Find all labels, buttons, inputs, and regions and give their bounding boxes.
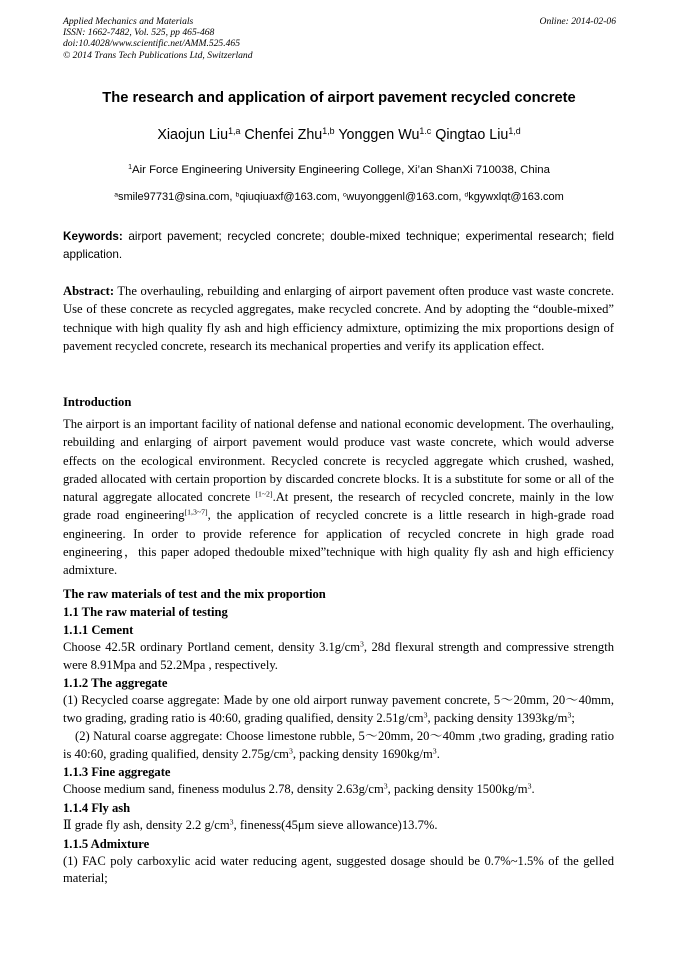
- author-affil-sup: 1,a: [228, 126, 241, 137]
- subsection-heading: 1.1 The raw material of testing: [63, 605, 228, 619]
- unit-sup: 3: [432, 746, 437, 756]
- affiliation-sup: 1: [128, 164, 132, 172]
- section-heading: The raw materials of test and the mix proportion: [63, 587, 326, 601]
- unit-sup: 3: [383, 781, 388, 791]
- email-sup: b: [235, 191, 240, 199]
- author-affil-sup: 1.c: [419, 126, 432, 137]
- fly-ash-text: , fineness(45μm sieve allowance)13.7%.: [233, 817, 438, 832]
- fly-ash-text: Ⅱ grade fly ash, density 2.2 g/cm: [63, 817, 230, 832]
- copyright-line: © 2014 Trans Tech Publications Ltd, Switzerland: [63, 49, 253, 61]
- keywords-label: Keywords:: [63, 230, 123, 243]
- fine-aggregate-paragraph: [63, 781, 614, 799]
- citation: [1,3~7]: [184, 508, 208, 518]
- email-address: smile97731@sina.com,: [117, 191, 236, 203]
- introduction-paragraph: [63, 415, 614, 580]
- journal-name: Applied Mechanics and Materials: [63, 16, 194, 27]
- email-sup: d: [464, 191, 469, 199]
- subsubsection-heading: 1.1.3 Fine aggregate: [63, 765, 171, 780]
- journal-header: [63, 16, 253, 61]
- email-address: kgywxlqt@163.com: [468, 191, 564, 203]
- fine-text: Choose medium sand, fineness modulus 2.78, density 2.63g/cm: [63, 782, 384, 797]
- email-sup: a: [114, 191, 118, 199]
- subsubsection-heading: 1.1.2 The aggregate: [63, 676, 168, 691]
- unit-sup: 3: [229, 817, 234, 827]
- issn-line: ISSN: 1662-7482, Vol. 525, pp 465-468: [63, 27, 215, 39]
- unit-sup: 3: [527, 781, 532, 791]
- paper-title: The research and application of airport pavement recycled concrete: [102, 90, 576, 106]
- introduction-body: [63, 415, 614, 580]
- affiliation-text: Air Force Engineering University Engineering College, Xi’an ShanXi 710038, China: [132, 164, 550, 176]
- intro-text: The airport is an important facility of national defense and national economic development. The overhauling, rebuilding and enlarging of airport pavement would produce vast waste concrete, which would adverse effects on the ecological environment. Recycled concrete is recycled aggregate which crushed, washed, graded allocated with certain proportion by discarded concrete blocks. It is a substitute for some or all of the natural aggregate allocated concrete: [63, 417, 614, 505]
- author-name: Yonggen Wu: [338, 127, 420, 143]
- unit-sup: 3: [423, 710, 428, 720]
- unit-sup: 3: [567, 710, 572, 720]
- aggregate-text: ;: [571, 711, 575, 726]
- abstract: [63, 282, 614, 355]
- author-name: Chenfei Zhu: [244, 127, 323, 143]
- fly-ash-paragraph: [63, 817, 614, 835]
- author-affil-sup: 1,b: [322, 126, 335, 137]
- unit-sup: 3: [360, 639, 364, 649]
- aggregate-text: (1) Recycled coarse aggregate: Made by one old airport runway pavement concrete, 5～20mm, 20～40mm, two grading, grading ratio is 40:60, grading qualified, density 2.51g/cm: [63, 693, 614, 726]
- fine-text: , packing density 1500kg/m: [387, 782, 528, 797]
- intro-text: .At present, the research of recycled concrete, mainly in the low grade road engineering: [63, 490, 614, 523]
- author-name: Qingtao Liu: [435, 127, 509, 143]
- author-affil-sup: 1,d: [508, 126, 521, 137]
- aggregate-text: , packing density 1393kg/m: [427, 711, 568, 726]
- cement-text: Choose 42.5R ordinary Portland cement, density 3.1g/cm: [63, 640, 360, 654]
- raw-materials-section: [63, 585, 614, 888]
- keywords: [63, 228, 614, 264]
- email-address: qiuqiuaxf@163.com,: [239, 191, 343, 203]
- doi-line: doi:10.4028/www.scientific.net/AMM.525.465: [63, 38, 241, 50]
- email-sup: c: [342, 191, 347, 199]
- affiliation: [40, 164, 638, 176]
- admixture-paragraph: (1) FAC poly carboxylic acid water reducing agent, suggested dosage should be 0.7%~1.5% of the gelled material;: [63, 853, 614, 886]
- citation: [1~2]: [255, 489, 273, 499]
- intro-text: , the application of recycled concrete is a little research in high-grade road engineering. In order to provide reference for application of recycled concrete in high grade road engineering，this paper adoped thedouble mixed”technique with high quality fly ash and high efficiency admixture.: [63, 508, 614, 578]
- aggregate-text: .: [436, 746, 440, 761]
- online-date: Online: 2014-02-06: [539, 16, 616, 27]
- subsubsection-heading: 1.1.5 Admixture: [63, 836, 150, 851]
- fine-text: .: [531, 782, 535, 797]
- aggregate-paragraph-2: [63, 728, 614, 763]
- introduction-heading: Introduction: [63, 395, 132, 409]
- author-name: Xiaojun Liu: [157, 127, 229, 143]
- email-address: wuyonggenl@163.com,: [346, 191, 465, 203]
- cement-paragraph: [63, 639, 614, 674]
- abstract-label: Abstract:: [63, 284, 115, 298]
- aggregate-text: , packing density 1690kg/m: [292, 746, 433, 761]
- unit-sup: 3: [288, 746, 293, 756]
- subsubsection-heading: 1.1.1 Cement: [63, 623, 134, 637]
- keywords-text: airport pavement; recycled concrete; double-mixed technique; experimental research; field application.: [63, 230, 614, 261]
- aggregate-text: (2) Natural coarse aggregate: Choose limestone rubble, 5～20mm, 20～40mm ,two grading, grading ratio is 40:60, grading qualified, density 2.75g/cm: [63, 728, 614, 761]
- aggregate-paragraph-1: [63, 692, 614, 727]
- subsubsection-heading: 1.1.4 Fly ash: [63, 800, 131, 815]
- email-list: [40, 191, 638, 203]
- cement-text: , 28d flexural strength and compressive strength were 8.91Mpa and 52.2Mpa , respectively.: [63, 640, 615, 672]
- abstract-text: The overhauling, rebuilding and enlarging of airport pavement often produce vast waste concrete. Use of these concrete as recycled aggregates, make recycled concrete. And by adopting the “double-mixed” technique with high quality fly ash and high efficiency admixture, optimizing the mix proportions design of pavement recycled concrete, research its mechanical properties and verify its application effect.: [63, 284, 614, 353]
- author-list: [40, 127, 638, 143]
